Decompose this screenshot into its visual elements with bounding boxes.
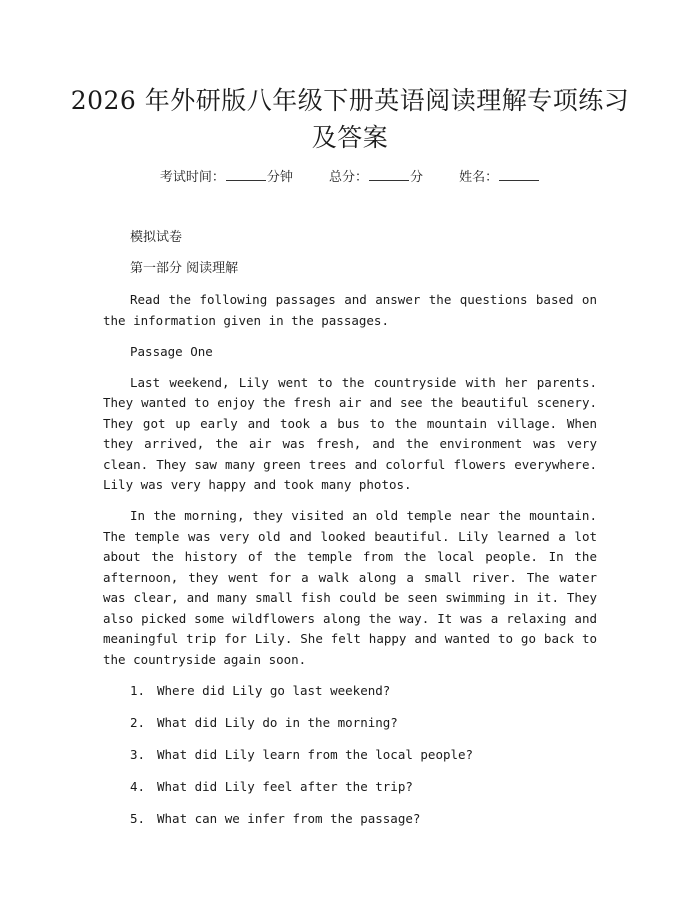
total-score-label: 总分：: [328, 170, 368, 185]
question-number: 4.: [130, 778, 146, 794]
document-body: [103, 228, 597, 841]
total-score-blank: [369, 168, 409, 181]
document-title: 2026 年外研版八年级下册英语阅读理解专项练习及答案: [70, 86, 630, 152]
exam-info-line: [0, 168, 700, 187]
total-score-unit: 分: [410, 170, 424, 185]
student-name-label: 姓名：: [459, 170, 499, 185]
question-text: Where did Lily go last weekend?: [157, 682, 391, 698]
passage-title: Passage One: [130, 343, 213, 359]
exam-time-label: 考试时间：: [159, 170, 225, 185]
passage-paragraph-2: In the morning, they visited an old temple near the mountain. The temple was very old and looked beautiful. Lily learned a lot about the history of the temple from the local people. In the afternoon, they went for a walk along a small river. The water was clear, and many small fish could be seen swimming in it. They also picked some wildflowers along the way. It was a relaxing and meaningful trip for Lily. She felt happy and wanted to go back to the countryside again soon.: [103, 508, 597, 667]
question-item: [103, 745, 597, 766]
question-text: What did Lily feel after the trip?: [157, 778, 413, 794]
instructions: Read the following passages and answer the questions based on the information given in the passages.: [103, 292, 597, 328]
question-number: 2.: [130, 714, 146, 730]
student-name-blank: [499, 168, 539, 181]
exam-time-unit: 分钟: [266, 170, 293, 185]
question-item: [103, 713, 597, 734]
section-label: 模拟试卷: [130, 230, 183, 245]
question-item: [103, 777, 597, 798]
question-text: What did Lily do in the morning?: [157, 714, 398, 730]
passage-paragraph-1: Last weekend, Lily went to the countryside with her parents. They wanted to enjoy the fresh air and see the beautiful scenery. They got up early and took a bus to the mountain village. When they arrived, the air was fresh, and the environment was very clean. They saw many green trees and colorful flowers everywhere. Lily was very happy and took many photos.: [103, 374, 597, 492]
student-name: [459, 170, 540, 185]
question-text: What can we infer from the passage?: [157, 810, 421, 826]
question-number: 3.: [130, 746, 146, 762]
total-score: [329, 170, 427, 185]
question-item: [103, 681, 597, 702]
question-number: 1.: [130, 682, 146, 698]
exam-time: [160, 170, 297, 185]
question-number: 5.: [130, 810, 146, 826]
exam-time-blank: [226, 168, 266, 181]
part-title: 第一部分 阅读理解: [130, 261, 239, 276]
question-item: [103, 809, 597, 830]
question-text: What did Lily learn from the local people?: [157, 746, 474, 762]
